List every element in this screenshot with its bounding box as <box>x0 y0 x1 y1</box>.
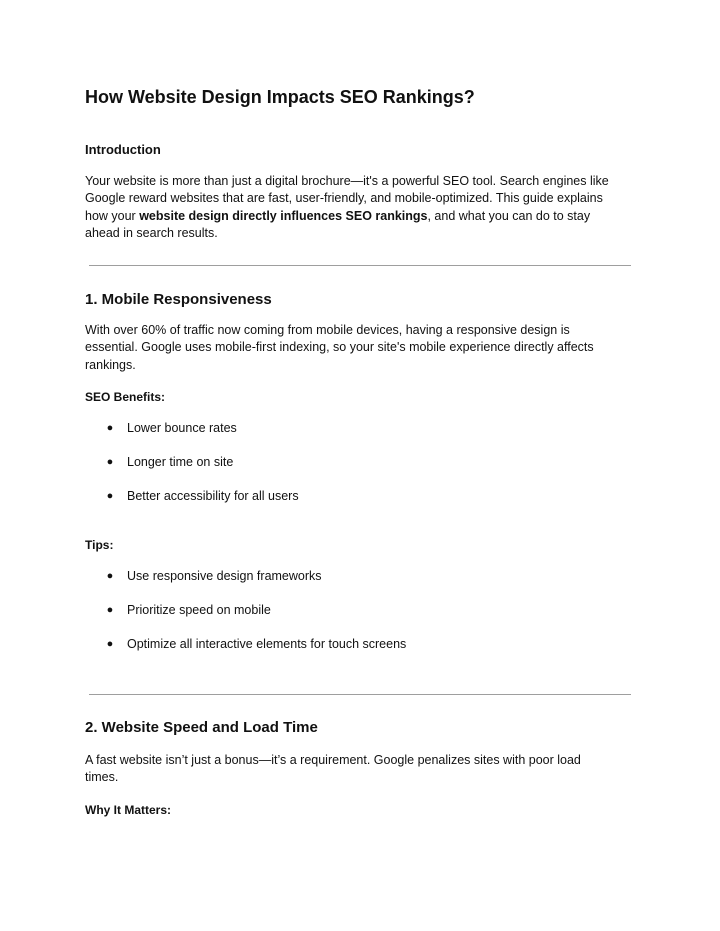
section-1-line-3: rankings. <box>85 357 136 372</box>
intro-emphasis: website design directly influences SEO rankings <box>139 208 428 223</box>
seo-benefits-label: SEO Benefits: <box>85 390 166 404</box>
intro-heading: Introduction <box>85 142 161 157</box>
why-it-matters-label: Why It Matters: <box>85 803 172 817</box>
intro-line-4: ahead in search results. <box>85 225 218 240</box>
tips-label: Tips: <box>85 538 114 552</box>
section-2-paragraph <box>85 752 635 787</box>
intro-line-3-post: , and what you can do to stay <box>427 208 591 223</box>
list-item-text: Lower bounce rates <box>127 421 237 435</box>
bullet-icon: ● <box>106 638 114 650</box>
bullet-icon: ● <box>106 570 114 582</box>
list-item-text: Better accessibility for all users <box>127 489 299 503</box>
page-title: How Website Design Impacts SEO Rankings? <box>85 87 475 107</box>
section-1-line-1: With over 60% of traffic now coming from mobile devices, having a responsive design is <box>85 323 570 337</box>
horizontal-divider <box>89 694 631 695</box>
list-item-text: Use responsive design frameworks <box>127 569 322 583</box>
bullet-icon: ● <box>106 604 114 616</box>
bullet-icon: ● <box>106 456 114 468</box>
intro-line-2: Google reward websites that are fast, user-friendly, and mobile-optimized. This guide explains <box>85 191 603 206</box>
section-2-line-2: times. <box>85 770 119 785</box>
horizontal-divider <box>89 265 631 266</box>
bullet-icon: ● <box>106 422 114 434</box>
section-1-heading: 1. Mobile Responsiveness <box>85 291 272 308</box>
section-1-paragraph <box>85 322 635 374</box>
bullet-icon: ● <box>106 490 114 502</box>
intro-line-3-pre: how your <box>85 208 140 223</box>
list-item-text: Longer time on site <box>127 455 234 469</box>
list-item-text: Optimize all interactive elements for touch screens <box>127 637 407 651</box>
intro-line-1: Your website is more than just a digital brochure—it's a powerful SEO tool. Search engines like <box>85 174 609 188</box>
list-item-text: Prioritize speed on mobile <box>127 603 271 617</box>
section-1-line-2: essential. Google uses mobile-first indexing, so your site's mobile experience directly affects <box>85 340 594 355</box>
section-2-line-1: A fast website isn’t just a bonus—it’s a requirement. Google penalizes sites with poor load <box>85 753 581 767</box>
section-2-heading: 2. Website Speed and Load Time <box>85 719 318 736</box>
intro-paragraph <box>85 173 635 242</box>
